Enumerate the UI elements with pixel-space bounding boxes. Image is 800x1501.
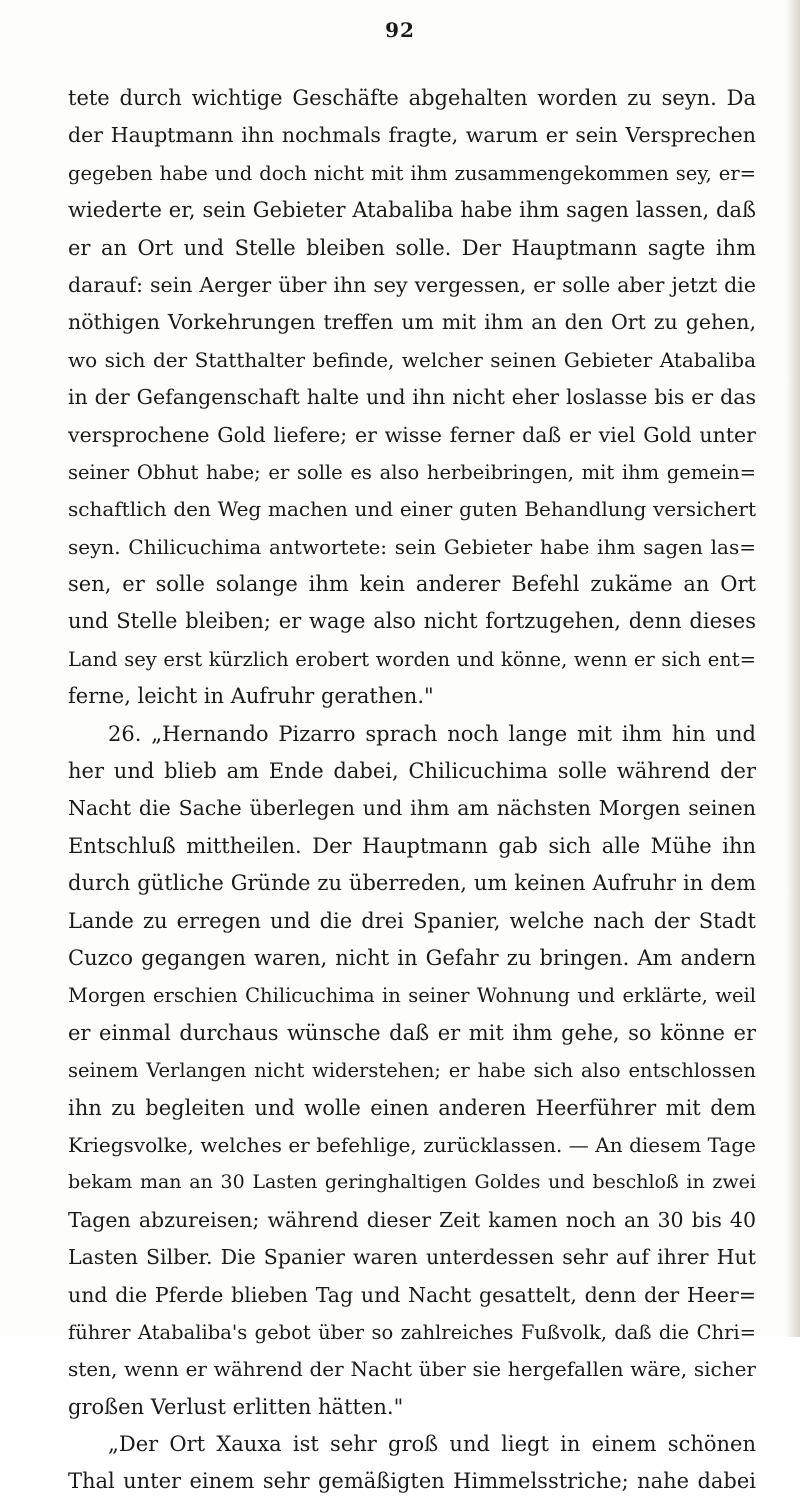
text-line: nöthigen Vorkehrungen treffen um mit ihm an den Ort zu gehen,: [68, 310, 756, 335]
page-edge-shadow: [786, 0, 800, 1337]
text-line: und die Pferde blieben Tag und Nacht gesattelt, denn der Heer=: [68, 1282, 756, 1307]
paragraph-start-line: „Der Ort Xauxa ist sehr groß und liegt in einem schönen: [108, 1432, 756, 1457]
text-line: Nacht die Sache überlegen und ihm am nächsten Morgen seinen: [68, 796, 756, 821]
text-line: sten, wenn er während der Nacht über sie hergefallen wäre, sicher: [68, 1357, 756, 1382]
text-line: Land sey erst kürzlich erobert worden und könne, wenn er sich ent=: [68, 647, 756, 671]
page-number: 92: [385, 18, 415, 42]
text-line: tete durch wichtige Geschäfte abgehalten worden zu seyn. Da: [68, 86, 756, 110]
text-line: wiederte er, sein Gebieter Atabaliba habe ihm sagen lassen, daß: [68, 198, 756, 223]
text-line: Lande zu erregen und die drei Spanier, welche nach der Stadt: [68, 908, 756, 933]
text-line: seinem Verlangen nicht widerstehen; er habe sich also entschlossen: [68, 1059, 756, 1083]
text-line: Thal unter einem sehr gemäßigten Himmelsstriche; nahe dabei: [68, 1469, 756, 1494]
text-line: Kriegsvolke, welches er befehlige, zurücklassen. — An diesem Tage: [68, 1132, 756, 1157]
text-line: bekam man an 30 Lasten geringhaltigen Goldes und beschloß in zwei: [68, 1171, 756, 1194]
paragraph-start-line: 26. „Hernando Pizarro sprach noch lange mit ihm hin und: [108, 721, 756, 746]
text-line: seiner Obhut habe; er solle es also herbeibringen, mit ihm gemein=: [68, 460, 756, 484]
text-line: er einmal durchaus wünsche daß er mit ihm gehe, so könne er: [68, 1020, 756, 1045]
text-line: Lasten Silber. Die Spanier waren unterdessen sehr auf ihrer Hut: [68, 1245, 756, 1270]
body-text: [68, 80, 756, 1501]
text-line: durch gütliche Gründe zu überreden, um keinen Aufruhr in dem: [68, 871, 756, 896]
text-line: wo sich der Statthalter befinde, welcher seinen Gebieter Atabaliba: [68, 347, 756, 372]
text-line: und Stelle bleiben; er wage also nicht fortzugehen, denn dieses: [68, 609, 756, 634]
text-line: her und blieb am Ende dabei, Chilicuchima solle während der: [68, 759, 756, 784]
text-line: Entschluß mittheilen. Der Hauptmann gab sich alle Mühe ihn: [68, 833, 756, 858]
text-line: schaftlich den Weg machen und einer guten Behandlung versichert: [68, 497, 756, 522]
text-line: versprochene Gold liefere; er wisse ferner daß er viel Gold unter: [68, 422, 756, 447]
text-line: Cuzco gegangen waren, nicht in Gefahr zu bringen. Am andern: [68, 945, 756, 970]
text-line: der Hauptmann ihn nochmals fragte, warum er sein Versprechen: [68, 123, 756, 148]
text-line: Tagen abzureisen; während dieser Zeit kamen noch an 30 bis 40: [68, 1207, 756, 1232]
text-line: er an Ort und Stelle bleiben solle. Der Hauptmann sagte ihm: [68, 235, 756, 260]
text-line: in der Gefangenschaft halte und ihn nicht eher loslasse bis er das: [68, 385, 756, 410]
text-line: gegeben habe und doch nicht mit ihm zusammengekommen sey, er=: [68, 161, 756, 185]
paragraph-end-line: großen Verlust erlitten hätten.": [68, 1394, 404, 1419]
text-line: seyn. Chilicuchima antwortete: sein Gebieter habe ihm sagen las=: [68, 534, 756, 559]
text-line: darauf: sein Aerger über ihn sey vergessen, er solle aber jetzt die: [68, 272, 756, 297]
paragraph-end-line: ferne, leicht in Aufruhr gerathen.": [68, 684, 434, 709]
text-line: ihn zu begleiten und wolle einen anderen Heerführer mit dem: [68, 1095, 756, 1120]
text-line: Morgen erschien Chilicuchima in seiner Wohnung und erklärte, weil: [68, 984, 756, 1008]
text-line: führer Atabaliba's gebot über so zahlreiches Fußvolk, daß die Chri=: [68, 1320, 756, 1344]
text-line: sen, er solle solange ihm kein anderer Befehl zukäme an Ort: [68, 572, 756, 597]
